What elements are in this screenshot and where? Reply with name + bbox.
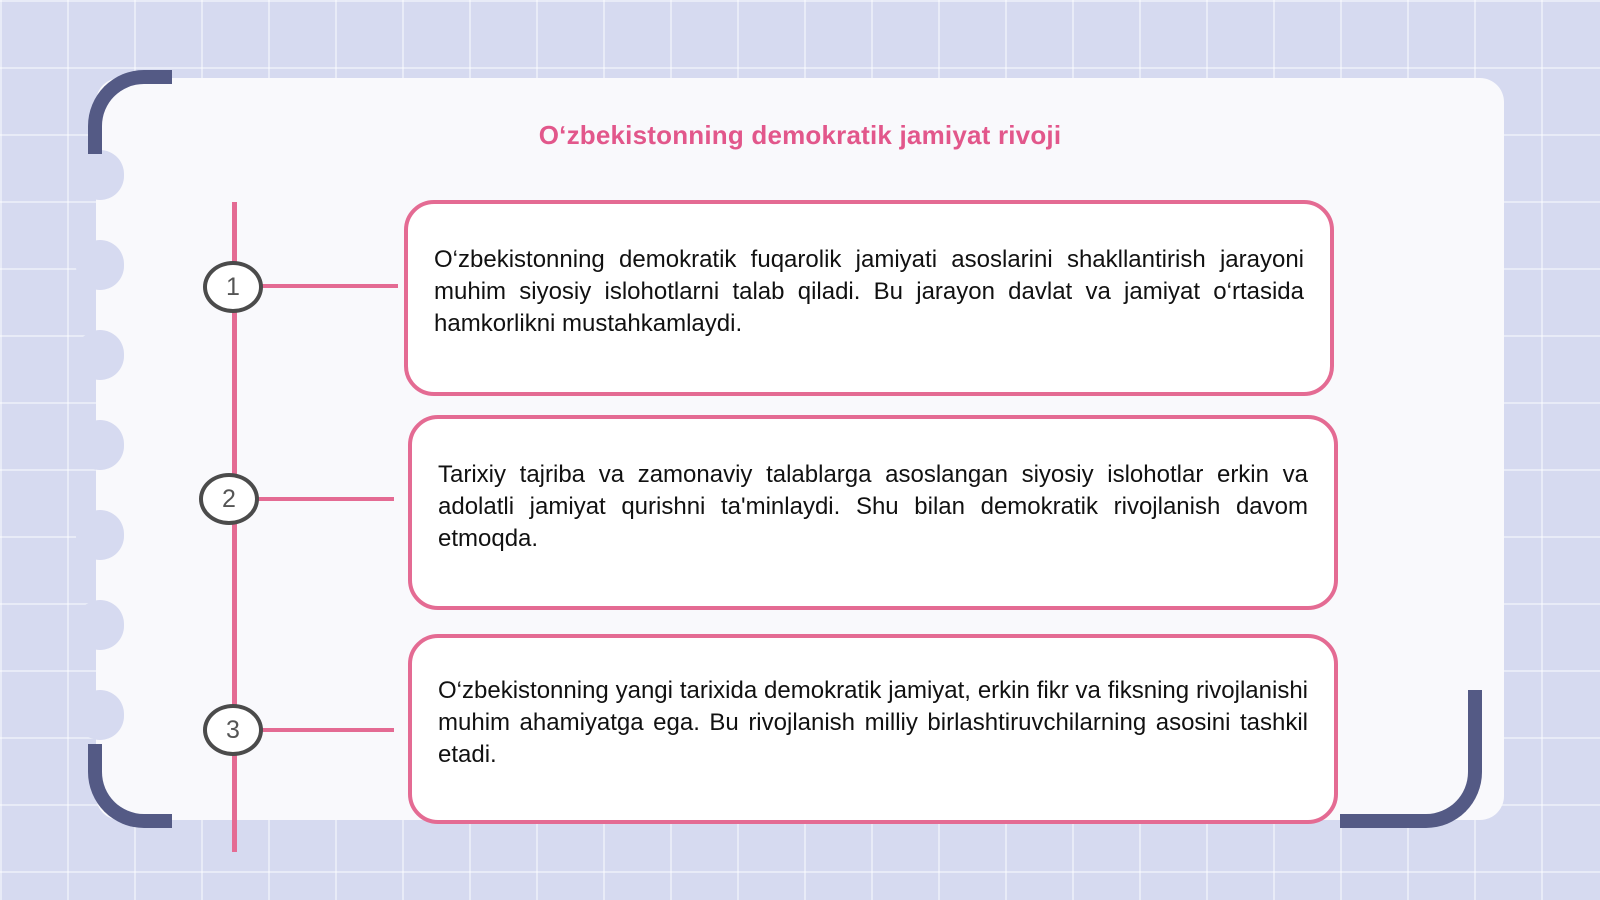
card-edge-notch (76, 510, 124, 560)
card-edge-notch (76, 690, 124, 740)
timeline-node-3 (203, 704, 263, 756)
timeline-card-1 (404, 200, 1334, 396)
timeline-card-text: O‘zbekistonning demokratik fuqarolik jamiyati asoslarini shakllantirish jarayoni muhim siyosiy islohotlarni talab qiladi. Bu jarayon davlat va jamiyat o‘rtasida hamkorlikni mustahkamlaydi. (434, 246, 1304, 337)
card-edge-notch (76, 600, 124, 650)
card-edge-notch (76, 330, 124, 380)
frame-corner-top-left (88, 70, 172, 154)
timeline-node-number: 1 (226, 272, 240, 301)
timeline-node-number: 3 (226, 715, 240, 744)
card-edge-notch (76, 240, 124, 290)
card-edge-notch (76, 150, 124, 200)
timeline-card-text: O‘zbekistonning yangi tarixida demokratik jamiyat, erkin fikr va fiksning rivojlanishi muhim ahamiyatga ega. Bu rivojlanish milliy birlashtiruvchilarning asosini tashkil etadi. (438, 677, 1308, 768)
card-edge-notch (76, 420, 124, 470)
timeline-connector (258, 497, 394, 501)
timeline-connector (262, 284, 398, 288)
slide-title: Oʻzbekistonning demokratik jamiyat rivoji (538, 120, 1062, 150)
frame-corner-bottom-right (1340, 690, 1482, 828)
frame-corner-bottom-left (88, 744, 172, 828)
timeline-node-1 (203, 261, 263, 313)
timeline-connector (262, 728, 394, 732)
timeline-node-number: 2 (222, 484, 236, 513)
timeline-card-text: Tarixiy tajriba va zamonaviy talablarga asoslangan siyosiy islohotlar erkin va adolatli jamiyat qurishni ta'minlaydi. Shu bilan demokratik rivojlanish davom etmoqda. (438, 460, 1308, 552)
timeline-card-2 (408, 415, 1338, 610)
timeline-node-2 (199, 473, 259, 525)
timeline-card-3 (408, 634, 1338, 824)
